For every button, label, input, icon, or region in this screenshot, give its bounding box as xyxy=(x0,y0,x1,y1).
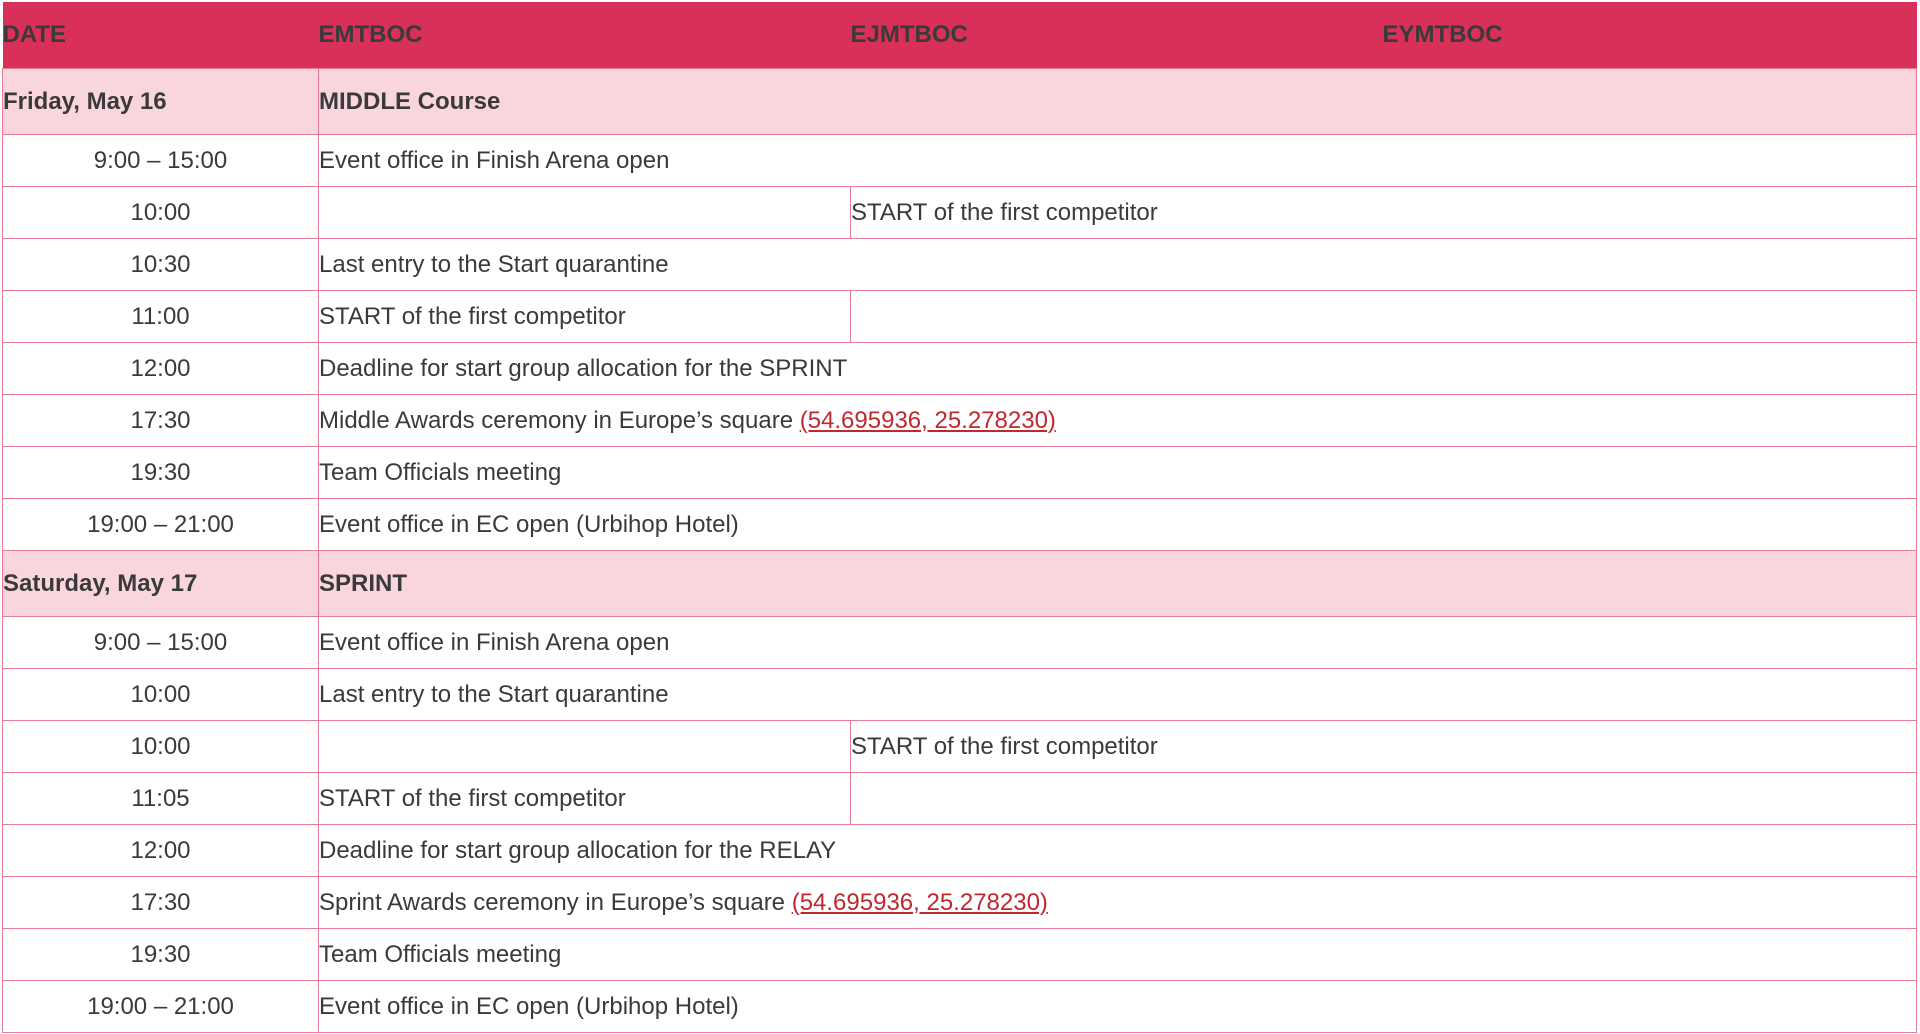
row-time: 9:00 – 15:00 xyxy=(3,617,319,669)
table-row xyxy=(3,617,1917,669)
table-row xyxy=(3,239,1917,291)
row-empty-cell xyxy=(851,773,1917,825)
row-empty-cell xyxy=(851,291,1917,343)
row-time: 12:00 xyxy=(3,343,319,395)
header-ejmtboc: EJMTBOC xyxy=(851,2,1383,69)
table-row xyxy=(3,343,1917,395)
table-row xyxy=(3,825,1917,877)
table-row xyxy=(3,669,1917,721)
row-junior-text: START of the first competitor xyxy=(851,721,1917,773)
table-row xyxy=(3,187,1917,239)
coordinates-link[interactable]: (54.695936, 25.278230) xyxy=(791,888,1048,916)
table-row xyxy=(3,499,1917,551)
row-time: 12:00 xyxy=(3,825,319,877)
row-text-with-link xyxy=(319,395,1917,447)
table-row xyxy=(3,291,1917,343)
row-time: 10:00 xyxy=(3,187,319,239)
row-time: 19:00 – 21:00 xyxy=(3,499,319,551)
day-date: Friday, May 16 xyxy=(3,69,319,135)
table-header-row xyxy=(3,2,1917,69)
row-time: 10:00 xyxy=(3,721,319,773)
table-row xyxy=(3,981,1917,1033)
row-text: Last entry to the Start quarantine xyxy=(319,239,1917,291)
day-header-row xyxy=(3,69,1917,135)
row-text: Event office in Finish Arena open xyxy=(319,617,1917,669)
table-row xyxy=(3,877,1917,929)
row-text: Last entry to the Start quarantine xyxy=(319,669,1917,721)
row-text: Sprint Awards ceremony in Europe’s square xyxy=(319,888,792,916)
row-text: START of the first competitor xyxy=(319,291,851,343)
row-time: 19:30 xyxy=(3,447,319,499)
coordinates-link[interactable]: (54.695936, 25.278230) xyxy=(799,406,1056,434)
row-text: START of the first competitor xyxy=(319,773,851,825)
header-date: DATE xyxy=(3,2,319,69)
day-date: Saturday, May 17 xyxy=(3,551,319,617)
table-row xyxy=(3,773,1917,825)
row-time: 11:05 xyxy=(3,773,319,825)
schedule-body xyxy=(3,69,1917,1033)
header-eymtboc: EYMTBOC xyxy=(1383,2,1917,69)
row-empty-cell xyxy=(319,721,851,773)
row-text: Event office in EC open (Urbihop Hotel) xyxy=(319,981,1917,1033)
row-text: Team Officials meeting xyxy=(319,447,1917,499)
row-time: 19:30 xyxy=(3,929,319,981)
table-row xyxy=(3,929,1917,981)
header-emtboc: EMTBOC xyxy=(319,2,851,69)
table-row xyxy=(3,447,1917,499)
row-time: 11:00 xyxy=(3,291,319,343)
table-row xyxy=(3,721,1917,773)
row-text: Team Officials meeting xyxy=(319,929,1917,981)
row-time: 19:00 – 21:00 xyxy=(3,981,319,1033)
row-time: 17:30 xyxy=(3,877,319,929)
day-title: SPRINT xyxy=(319,551,1917,617)
day-title: MIDDLE Course xyxy=(319,69,1917,135)
row-text: Event office in Finish Arena open xyxy=(319,135,1917,187)
row-time: 10:00 xyxy=(3,669,319,721)
row-text: Deadline for start group allocation for the SPRINT xyxy=(319,343,1917,395)
row-empty-cell xyxy=(319,187,851,239)
row-time: 17:30 xyxy=(3,395,319,447)
row-junior-text: START of the first competitor xyxy=(851,187,1917,239)
row-text: Deadline for start group allocation for the RELAY xyxy=(319,825,1917,877)
day-header-row xyxy=(3,551,1917,617)
row-text: Middle Awards ceremony in Europe’s square xyxy=(319,406,800,434)
row-text-with-link xyxy=(319,877,1917,929)
row-time: 9:00 – 15:00 xyxy=(3,135,319,187)
table-row xyxy=(3,135,1917,187)
row-text: Event office in EC open (Urbihop Hotel) xyxy=(319,499,1917,551)
table-row xyxy=(3,395,1917,447)
schedule-table xyxy=(2,2,1917,1033)
row-time: 10:30 xyxy=(3,239,319,291)
